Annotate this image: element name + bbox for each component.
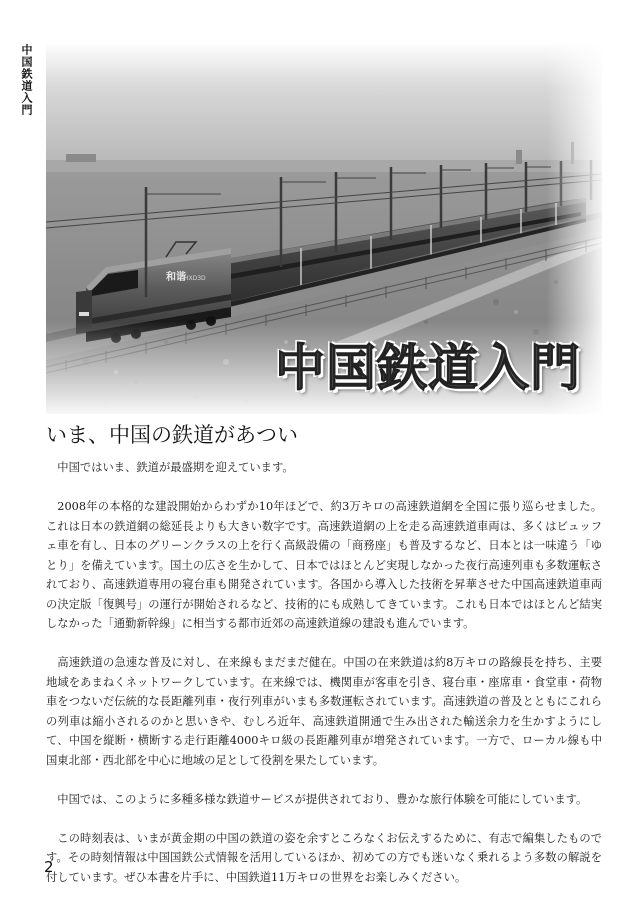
article-body xyxy=(46,458,602,907)
paragraph: 高速鉄道の急速な普及に対し、在来線もまだまだ健在。中国の在来鉄道は約8万キロの路線長を持ち、主要地域をあまねくネットワークしています。在来線では、機関車が客車を引き、寝台車・座席車・食堂車・荷物車をつないだ伝統的な長距離列車・夜行列車がいまも多数運転されています。高速鉄道の普及とともにこれらの列車は縮小されるのかと思いきや、むしろ近年、高速鉄道開通で生み出された輸送余力を生かすようにして、中国を縦断・横断する走行距離4000キロ級の長距離列車が増発されています。一方で、ローカル線も中国東北部・西北部を中心に地域の足として役割を果たしています。 xyxy=(46,656,602,767)
section-heading: いま、中国の鉄道があつい xyxy=(46,423,298,447)
section-side-label: 中国鉄道入門 xyxy=(20,44,33,116)
paragraph: 中国では、このように多種多様な鉄道サービスが提供されており、豊かな旅行体験を可能にしています。 xyxy=(57,792,588,806)
page-number: 2 xyxy=(44,858,54,876)
paragraph: 2008年の本格的な建設開始からわずか10年ほどで、約3万キロの高速鉄道網を全国に張り巡らせました。これは日本の鉄道網の総延長よりも大きい数字です。高速鉄道網の上を走る高速鉄道車両は、多くはビュッフェ車を有し、日本のグリーンクラスの上を行く高級設備の「商務座」も普及するなど、日本とは一味違う「ゆとり」を備えています。国土の広さを生かして、日本ではほとんど実現しなかった夜行高速列車も多数運転されており、高速鉄道専用の寝台車も開発されています。各国から導入した技術を昇華させた中国高速鉄道車両の決定版「復興号」の運行が開始されるなど、技術的にも成熟してきています。これも日本ではほとんど結実しなかった「通勤新幹線」に相当する都市近郊の高速鉄道線の建設も進んでいます。 xyxy=(46,500,602,630)
paragraph: 中国ではいま、鉄道が最盛期を迎えています。 xyxy=(57,461,294,474)
page-title: 中国鉄道入門 xyxy=(275,339,581,397)
paragraph: この時刻表は、いまが黄金期の中国の鉄道の姿を余すところなくお伝えするために、有志で編集したものです。その時刻情報は中国国鉄公式情報を活用しているほか、初めての方でも迷いなく乗れるよう多数の解説を付しています。ぜひ本書を片手に、中国鉄道11万キロの世界をお楽しみください。 xyxy=(46,831,602,884)
